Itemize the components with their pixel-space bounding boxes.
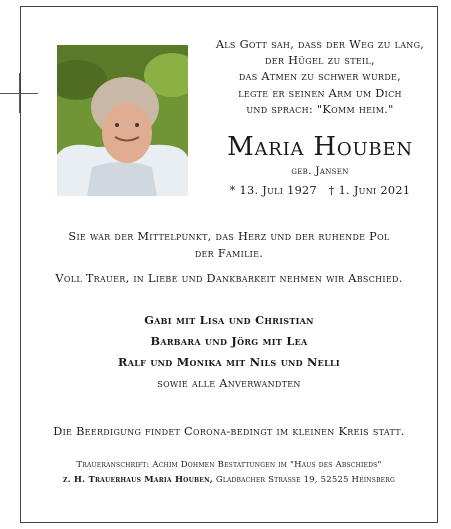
death-date: † 1. Juni 2021 [328,184,411,197]
family-relatives: sowie alle Anverwandten [157,377,301,390]
deceased-name: Maria Houben [227,132,413,162]
address-line [20,473,438,488]
tribute-line: Sie war der Mittelpunkt, das Herz und der ruhende Pol [68,230,390,243]
poem-line: und sprach: "Komm heim." [246,102,394,116]
poem-line: der Hügel zu steil, [265,54,375,68]
poem-line: das Atmen zu schwer wurde, [238,70,402,84]
poem [196,37,444,118]
mourning-address [20,458,438,488]
funeral-notice: Die Beerdigung findet Corona-bedingt im kleinen Kreis statt. [53,425,405,438]
family-list [20,310,438,394]
family-member: Ralf und Monika mit Nils und Nelli [118,355,340,369]
address-street: Gladbacher Strasse 19, 52525 Heinsberg [212,475,395,485]
tribute-text [20,228,438,287]
tribute-line: Voll Trauer, in Liebe und Dankbarkeit nehmen wir Abschied. [55,272,403,285]
portrait-photo [57,45,188,196]
maiden-name: geb. Jansen [291,165,349,177]
family-member: Barbara und Jörg mit Lea [150,334,308,348]
cross-vertical-bar [19,73,20,113]
birth-date: * 13. Juli 1927 [229,184,318,197]
family-member: Gabi mit Lisa und Christian [144,313,314,327]
poem-line: Als Gott sah, dass der Weg zu lang, [215,38,425,51]
tribute-line: der Familie. [194,247,264,260]
address-line: Traueranschrift: Achim Dohmen Bestattungen im "Haus des Abschieds" [76,460,382,470]
poem-line: legte er seinen Arm um Dich [238,86,402,100]
life-dates [196,184,444,197]
address-recipient: z. H. Trauerhaus Maria Houben, [63,475,213,485]
